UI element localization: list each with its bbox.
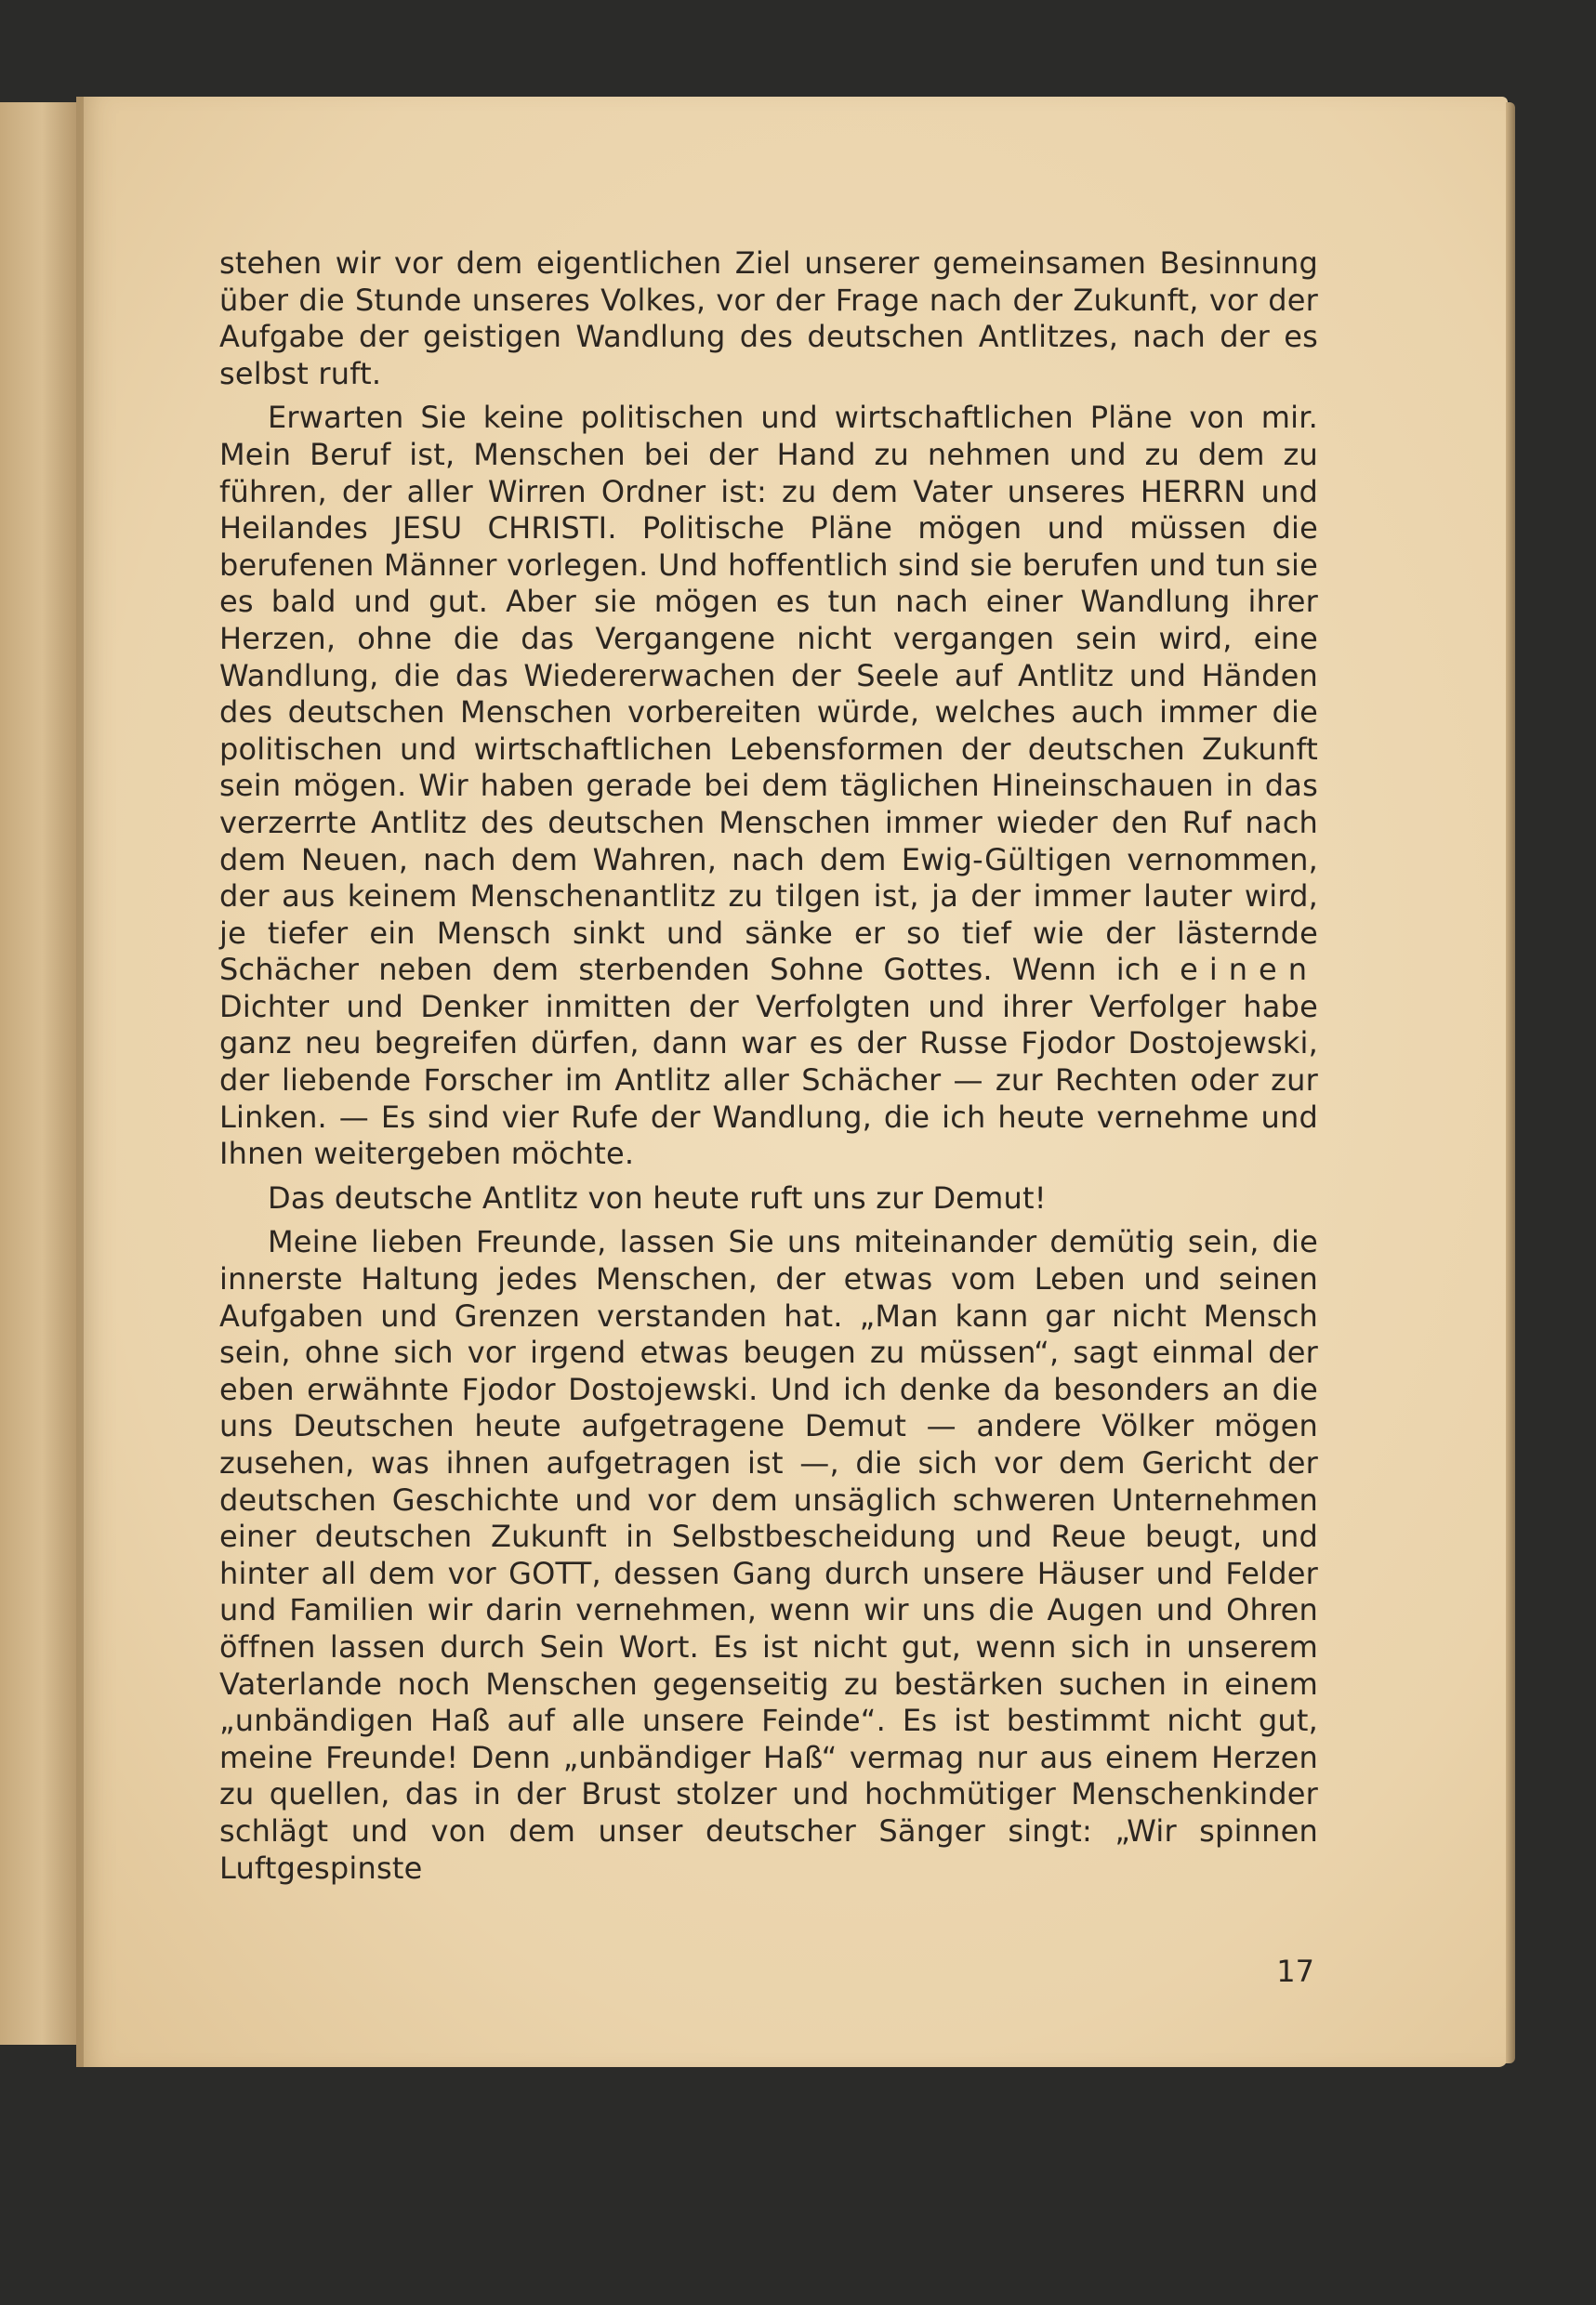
paragraph-plans-text-after: Dichter und Denker inmitten der Verfolgten und ihrer Verfolger habe ganz neu begreifen dürfen, dann war es der Russe Fjodor Dostojewski, der liebende Forscher im Antlitz aller Schächer — zur Rechten oder zur Linken. — Es sind vier Rufe der Wandlung, die ich heute vernehme und Ihnen weitergeben möchte. (219, 988, 1318, 1172)
paragraph-plans (219, 400, 1318, 1172)
paragraph-continuation: stehen wir vor dem eigentlichen Ziel unserer gemeinsamen Besinnung über die Stunde unseres Volkes, vor der Frage nach der Zukunft, vor der Aufgabe der geistigen Wandlung des deutschen Antlitzes, nach der es selbst ruft. (219, 245, 1318, 391)
page-number: 17 (1276, 1954, 1314, 1989)
previous-page-edge (0, 102, 76, 2045)
page-gutter (76, 97, 84, 2067)
paragraph-plans-text: Erwarten Sie keine politischen und wirtschaftlichen Pläne von mir. Mein Beruf ist, Menschen bei der Hand zu nehmen und zu dem zu führen, der aller Wirren Ordner ist: zu dem Vater unseres HERRN und Heilandes JESU CHRISTI. Politische Pläne mögen und müssen die berufenen Männer vorlegen. Und hoffentlich sind sie berufen und tun sie es bald und gut. Aber sie mögen es tun nach einer Wandlung ihrer Herzen, ohne die das Vergangene nicht vergangen sein wird, eine Wandlung, die das Wiedererwachen der Seele auf Antlitz und Händen des deutschen Menschen vorbereiten würde, welches auch immer die politischen und wirtschaftlichen Lebensformen der deutschen Zukunft sein mögen. Wir haben gerade bei dem täglichen Hineinschauen in das verzerrte Antlitz des deutschen Menschen immer wieder den Ruf nach dem Neuen, nach dem Wahren, nach dem Ewig-Gültigen vernommen, der aus keinem Menschenantlitz zu tilgen ist, ja der immer lauter wird, je tiefer ein Mensch sinkt und sänke er so tief wie der lästernde Schächer neben dem sterbenden Sohne Gottes. Wenn ich (219, 400, 1318, 988)
paragraph-call-to-humility: Das deutsche Antlitz von heute ruft uns zur Demut! (268, 1179, 1047, 1216)
spaced-emphasis-word: einen (1180, 952, 1318, 988)
paragraph-dear-friends: Meine lieben Freunde, lassen Sie uns miteinander demütig sein, die innerste Haltung jedes Menschen, der etwas vom Leben und seinen Aufgaben und Grenzen verstanden hat. „Man kann gar nicht Mensch sein, ohne sich vor irgend etwas beugen zu müssen“, sagt einmal der eben erwähnte Fjodor Dostojewski. Und ich denke da besonders an die uns Deutschen heute aufgetragene Demut — andere Völker mögen zusehen, was ihnen aufgetragen ist —, die sich vor dem Gericht der deutschen Geschichte und vor dem unsäglich schweren Unternehmen einer deutschen Zukunft in Selbstbescheidung und Reue beugt, und hinter all dem vor GOTT, dessen Gang durch unsere Häuser und Felder und Familien wir darin vernehmen, wenn wir uns die Augen und Ohren öffnen lassen durch Sein Wort. Es ist nicht gut, wenn sich in unserem Vaterlande noch Menschen gegenseitig zu bestärken suchen in einem „unbändigen Haß auf alle unsere Feinde“. Es ist bestimmt nicht gut, meine Freunde! Denn „unbändiger Haß“ vermag nur aus einem Herzen zu quellen, das in der Brust stolzer und hochmütiger Menschenkinder schlägt und von dem unser deutscher Sänger singt: „Wir spinnen Luftgespinste (219, 1224, 1318, 1886)
page-body-text (219, 245, 1318, 1894)
page-stack-edge (1506, 102, 1515, 2063)
